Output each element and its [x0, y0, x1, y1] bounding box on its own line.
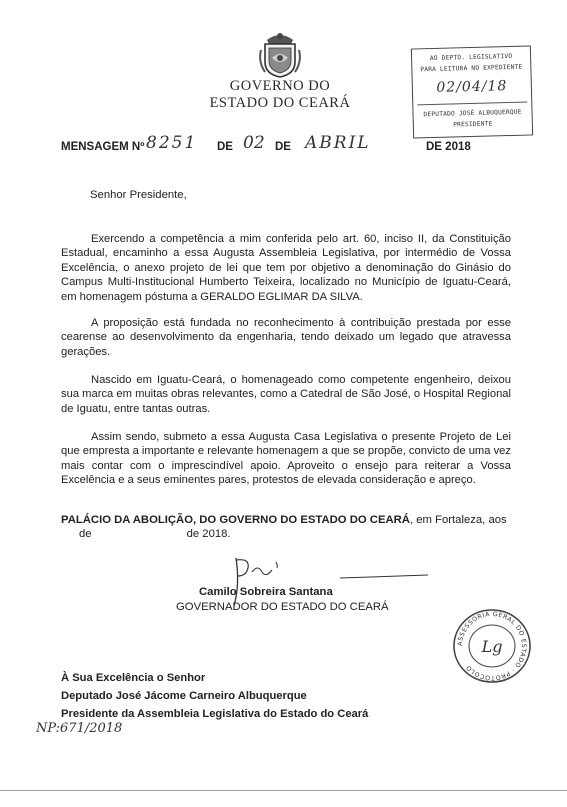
paragraph-4: Assim sendo, submeto a essa Augusta Casa Legislativa o presente Projeto de Lei que empresta a importante e relevante homenagem a que se propõe, convicto de uma vez mais contar com o imprescindível apoio. Aproveito o ensejo para reiterar a Vossa Excelência e a seus eminentes pares, protestos de elevada consideração e apreço.	[61, 431, 511, 487]
closing-place-date	[61, 513, 521, 542]
palace-name: PALÁCIO DA ABOLIÇÃO, DO GOVERNO DO ESTADO DO CEARÁ	[61, 514, 410, 526]
np-handwritten-note: NP:671/2018	[36, 721, 123, 736]
protocol-seal	[450, 606, 534, 686]
greeting: Senhor Presidente,	[90, 189, 187, 201]
state-crest-icon	[257, 28, 303, 78]
message-day: 02	[243, 133, 265, 153]
paragraph-2: A proposição está fundada no reconhecimento à contribuição prestada por esse cearense ao desenvolvimento da engenharia, tendo deixado um legado que atravessa gerações.	[61, 317, 511, 358]
paragraph-1: Exercendo a competência a mim conferida pelo art. 60, inciso II, da Constituição Estadual, encaminho a essa Augusta Assembleia Legislativa, por intermédio de Vossa Excelência, o anexo projeto de lei que tem por objetivo a denominação do Ginásio do Campus Multi-Institucional Humberto Teixeira, localizado no Município de Iguatu-Ceará, em homenagem póstuma a GERALDO EGLIMAR DA SILVA.	[61, 233, 511, 303]
message-year: DE 2018	[426, 141, 471, 153]
message-de-1: DE	[217, 141, 233, 153]
receipt-stamp	[411, 45, 533, 138]
addressee-line-2: Deputado José Jácome Carneiro Albuquerque	[61, 690, 307, 702]
date-de: de	[79, 528, 92, 541]
stamp-date: 02/04/18	[436, 78, 508, 96]
addressee-line-3: Presidente da Assembleia Legislativa do Estado do Ceará	[61, 708, 369, 720]
palace-rest: , em Fortaleza, aos	[409, 514, 507, 526]
gov-line-1: GOVERNO DO	[229, 78, 331, 94]
page-bottom-divider	[0, 790, 567, 791]
date-year: de 2018.	[186, 528, 231, 541]
signature-line	[340, 574, 428, 578]
message-label: MENSAGEM Nº	[61, 141, 145, 153]
seal-ring-text: ASSESSORIA GERAL DO ESTADO · PROTOCOLO	[456, 610, 528, 682]
gov-line-2: ESTADO DO CEARÁ	[209, 95, 351, 111]
signatory-name: Camilo Sobreira Santana	[199, 586, 333, 598]
message-number: 8251	[146, 133, 198, 153]
addressee-block	[61, 669, 368, 723]
stamp-line-2: PARA LEITURA NO EXPEDIENTE	[420, 63, 523, 74]
stamp-line-4: PRESIDENTE	[453, 120, 493, 129]
message-de-2: DE	[275, 141, 291, 153]
message-month: ABRIL	[305, 133, 371, 153]
seal-initials: Lg	[481, 637, 503, 656]
stamp-line-1: AO DEPTO. LEGISLATIVO	[429, 52, 513, 63]
signatory-title: GOVERNADOR DO ESTADO DO CEARÁ	[176, 601, 389, 613]
addressee-line-1: À Sua Excelência o Senhor	[61, 672, 206, 684]
paragraph-3: Nascido em Iguatu-Ceará, o homenageado como competente engenheiro, deixou sua marca em muitas obras relevantes, como a Catedral de São José, o Hospital Regional de Iguatu, entre tantas outras.	[61, 374, 511, 415]
stamp-line-3: DEPUTADO JOSÉ ALBUQUERQUE	[423, 108, 522, 119]
government-title	[205, 78, 355, 112]
